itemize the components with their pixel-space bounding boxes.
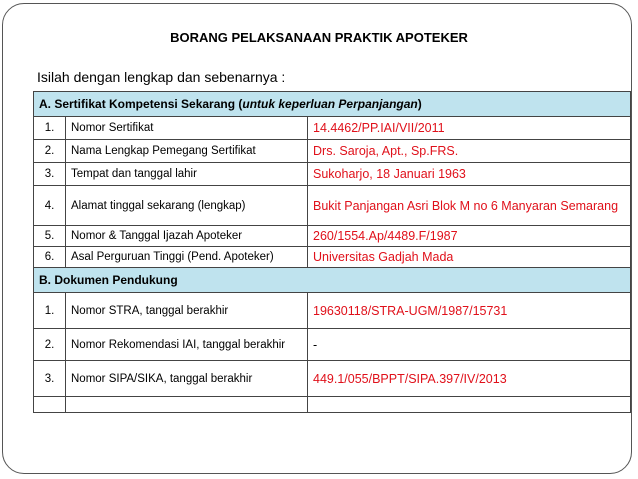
row-value: 260/1554.Ap/4489.F/1987 bbox=[308, 226, 631, 247]
row-label: Nomor Rekomendasi IAI, tanggal berakhir bbox=[66, 329, 308, 361]
row-number: 2. bbox=[34, 140, 66, 163]
row-label: Nomor Sertifikat bbox=[66, 117, 308, 140]
table-row bbox=[34, 117, 631, 140]
row-number: 2. bbox=[34, 329, 66, 361]
table-row bbox=[34, 140, 631, 163]
row-number: 5. bbox=[34, 226, 66, 247]
table-row bbox=[34, 329, 631, 361]
table-row bbox=[34, 226, 631, 247]
row-number: 1. bbox=[34, 293, 66, 329]
row-value: 449.1/055/BPPT/SIPA.397/IV/2013 bbox=[308, 361, 631, 397]
row-number: 3. bbox=[34, 361, 66, 397]
table-row bbox=[34, 361, 631, 397]
section-b-heading: B. Dokumen Pendukung bbox=[34, 268, 631, 293]
row-number: 3. bbox=[34, 163, 66, 186]
row-label: Alamat tinggal sekarang (lengkap) bbox=[66, 186, 308, 226]
form-instruction: Isilah dengan lengkap dan sebenarnya : bbox=[37, 69, 286, 85]
row-value: Universitas Gadjah Mada bbox=[308, 247, 631, 268]
table-row bbox=[34, 163, 631, 186]
table-row bbox=[34, 293, 631, 329]
form-title: BORANG PELAKSANAAN PRAKTIK APOTEKER bbox=[170, 30, 468, 45]
row-value: 14.4462/PP.IAI/VII/2011 bbox=[308, 117, 631, 140]
row-label: Nomor STRA, tanggal berakhir bbox=[66, 293, 308, 329]
section-a-heading: A. Sertifikat Kompetensi Sekarang (untuk keperluan Perpanjangan) bbox=[34, 92, 631, 117]
row-number: 6. bbox=[34, 247, 66, 268]
row-number: 4. bbox=[34, 186, 66, 226]
row-value: Drs. Saroja, Apt., Sp.FRS. bbox=[308, 140, 631, 163]
table-row bbox=[34, 186, 631, 226]
row-value: Sukoharjo, 18 Januari 1963 bbox=[308, 163, 631, 186]
row-value: - bbox=[308, 329, 631, 361]
row-label: Nama Lengkap Pemegang Sertifikat bbox=[66, 140, 308, 163]
section-b-header bbox=[34, 268, 631, 293]
row-number: 1. bbox=[34, 117, 66, 140]
table-row bbox=[34, 247, 631, 268]
section-a-header bbox=[34, 92, 631, 117]
row-label: Asal Perguruan Tinggi (Pend. Apoteker) bbox=[66, 247, 308, 268]
row-label: Nomor & Tanggal Ijazah Apoteker bbox=[66, 226, 308, 247]
row-label: Nomor SIPA/SIKA, tanggal berakhir bbox=[66, 361, 308, 397]
form-table bbox=[33, 91, 631, 413]
table-row-empty bbox=[34, 397, 631, 413]
row-label: Tempat dan tanggal lahir bbox=[66, 163, 308, 186]
row-value: Bukit Panjangan Asri Blok M no 6 Manyaran Semarang bbox=[308, 186, 631, 226]
row-value: 19630118/STRA-UGM/1987/15731 bbox=[308, 293, 631, 329]
